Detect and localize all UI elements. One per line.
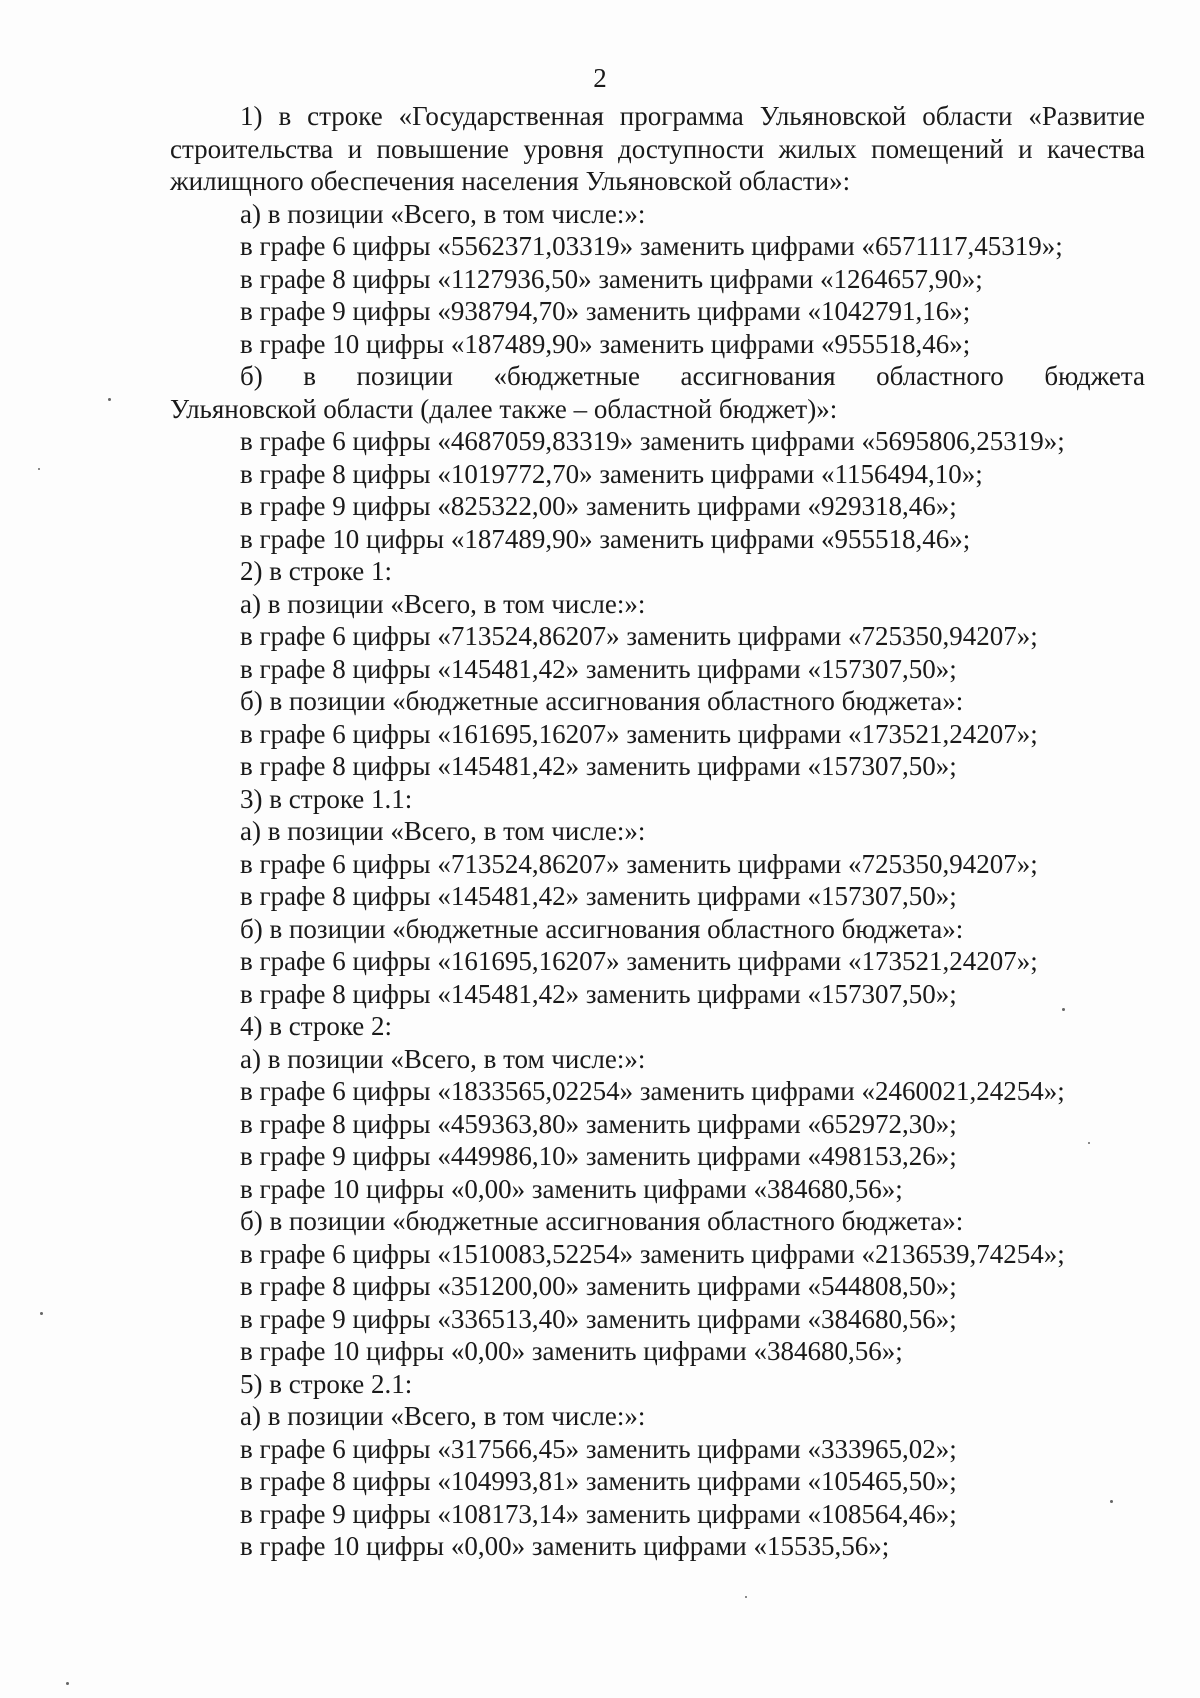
text-line: а) в позиции «Всего, в том числе:»: bbox=[240, 588, 646, 619]
text-line: строительства и повышение уровня доступности жилых помещений и качества bbox=[170, 133, 1145, 164]
text-line: в графе 10 цифры «0,00» заменить цифрами «384680,56»; bbox=[240, 1173, 903, 1204]
text-line: а) в позиции «Всего, в том числе:»: bbox=[240, 816, 646, 846]
text-line: жилищного обеспечения населения Ульяновской области»: bbox=[170, 166, 851, 196]
scan-speck bbox=[66, 1682, 69, 1685]
text-line: в графе 6 цифры «161695,16207» заменить цифрами «173521,24207»; bbox=[240, 946, 1038, 976]
text-line: в графе 6 цифры «1833565,02254» заменить цифрами «2460021,24254»; bbox=[240, 1076, 1065, 1106]
text-line: в графе 8 цифры «145481,42» заменить цифрами «157307,50»; bbox=[240, 751, 957, 781]
page-number: 2 bbox=[593, 63, 607, 93]
scan-speck bbox=[745, 1596, 747, 1598]
document-body bbox=[170, 100, 1145, 1563]
text-line: 3) в строке 1.1: bbox=[240, 783, 413, 814]
text-line: в графе 10 цифры «0,00» заменить цифрами «384680,56»; bbox=[240, 1336, 903, 1366]
text-line: в графе 10 цифры «0,00» заменить цифрами «15535,56»; bbox=[240, 1531, 890, 1561]
text-line: в графе 10 цифры «187489,90» заменить цифрами «955518,46»; bbox=[240, 523, 971, 554]
text-line: б) в позиции «бюджетные ассигнования областного бюджета bbox=[240, 361, 1145, 391]
text-line: в графе 9 цифры «938794,70» заменить цифрами «1042791,16»; bbox=[240, 296, 971, 326]
text-line: 1) в строке «Государственная программа Ульяновской области «Развитие bbox=[240, 101, 1145, 131]
scan-speck bbox=[1062, 1008, 1065, 1011]
text-line: в графе 6 цифры «161695,16207» заменить цифрами «173521,24207»; bbox=[240, 718, 1038, 749]
text-line: в графе 8 цифры «459363,80» заменить цифрами «652972,30»; bbox=[240, 1108, 957, 1139]
text-line: в графе 10 цифры «187489,90» заменить цифрами «955518,46»; bbox=[240, 328, 971, 359]
text-line: в графе 9 цифры «825322,00» заменить цифрами «929318,46»; bbox=[240, 491, 957, 521]
text-line: в графе 6 цифры «1510083,52254» заменить цифрами «2136539,74254»; bbox=[240, 1238, 1065, 1269]
text-line: в графе 6 цифры «713524,86207» заменить цифрами «725350,94207»; bbox=[240, 848, 1038, 879]
text-line: Ульяновской области (далее также – областной бюджет)»: bbox=[170, 393, 838, 424]
scan-speck bbox=[1088, 1142, 1090, 1144]
text-line: а) в позиции «Всего, в том числе:»: bbox=[240, 1401, 646, 1431]
scan-speck bbox=[38, 468, 40, 470]
text-line: в графе 6 цифры «317566,45» заменить цифрами «333965,02»; bbox=[240, 1433, 957, 1464]
text-line: в графе 6 цифры «713524,86207» заменить цифрами «725350,94207»; bbox=[240, 621, 1038, 651]
text-line: 2) в строке 1: bbox=[240, 556, 393, 586]
text-line: в графе 6 цифры «5562371,03319» заменить цифрами «6571117,45319»; bbox=[240, 231, 1063, 261]
text-line: б) в позиции «бюджетные ассигнования областного бюджета»: bbox=[240, 1206, 964, 1236]
scan-speck bbox=[1110, 1500, 1113, 1503]
scan-speck bbox=[108, 398, 111, 401]
text-line: в графе 8 цифры «145481,42» заменить цифрами «157307,50»; bbox=[240, 653, 957, 684]
text-line: б) в позиции «бюджетные ассигнования областного бюджета»: bbox=[240, 913, 964, 944]
text-line: в графе 8 цифры «1019772,70» заменить цифрами «1156494,10»; bbox=[240, 458, 983, 489]
text-line: в графе 8 цифры «145481,42» заменить цифрами «157307,50»; bbox=[240, 881, 957, 911]
text-line: 4) в строке 2: bbox=[240, 1011, 393, 1041]
text-line: в графе 9 цифры «108173,14» заменить цифрами «108564,46»; bbox=[240, 1498, 957, 1529]
text-line: а) в позиции «Всего, в том числе:»: bbox=[240, 1043, 646, 1074]
text-line: в графе 9 цифры «449986,10» заменить цифрами «498153,26»; bbox=[240, 1141, 957, 1171]
text-line: 5) в строке 2.1: bbox=[240, 1368, 413, 1399]
text-line: в графе 9 цифры «336513,40» заменить цифрами «384680,56»; bbox=[240, 1303, 957, 1334]
text-line: в графе 8 цифры «351200,00» заменить цифрами «544808,50»; bbox=[240, 1271, 957, 1301]
text-line: в графе 8 цифры «145481,42» заменить цифрами «157307,50»; bbox=[240, 978, 957, 1009]
text-line: б) в позиции «бюджетные ассигнования областного бюджета»: bbox=[240, 686, 964, 716]
text-line: в графе 8 цифры «1127936,50» заменить цифрами «1264657,90»; bbox=[240, 263, 983, 294]
text-line: в графе 8 цифры «104993,81» заменить цифрами «105465,50»; bbox=[240, 1466, 957, 1496]
text-line: а) в позиции «Всего, в том числе:»: bbox=[240, 198, 646, 229]
scan-speck bbox=[40, 1312, 43, 1315]
text-line: в графе 6 цифры «4687059,83319» заменить цифрами «5695806,25319»; bbox=[240, 426, 1065, 456]
